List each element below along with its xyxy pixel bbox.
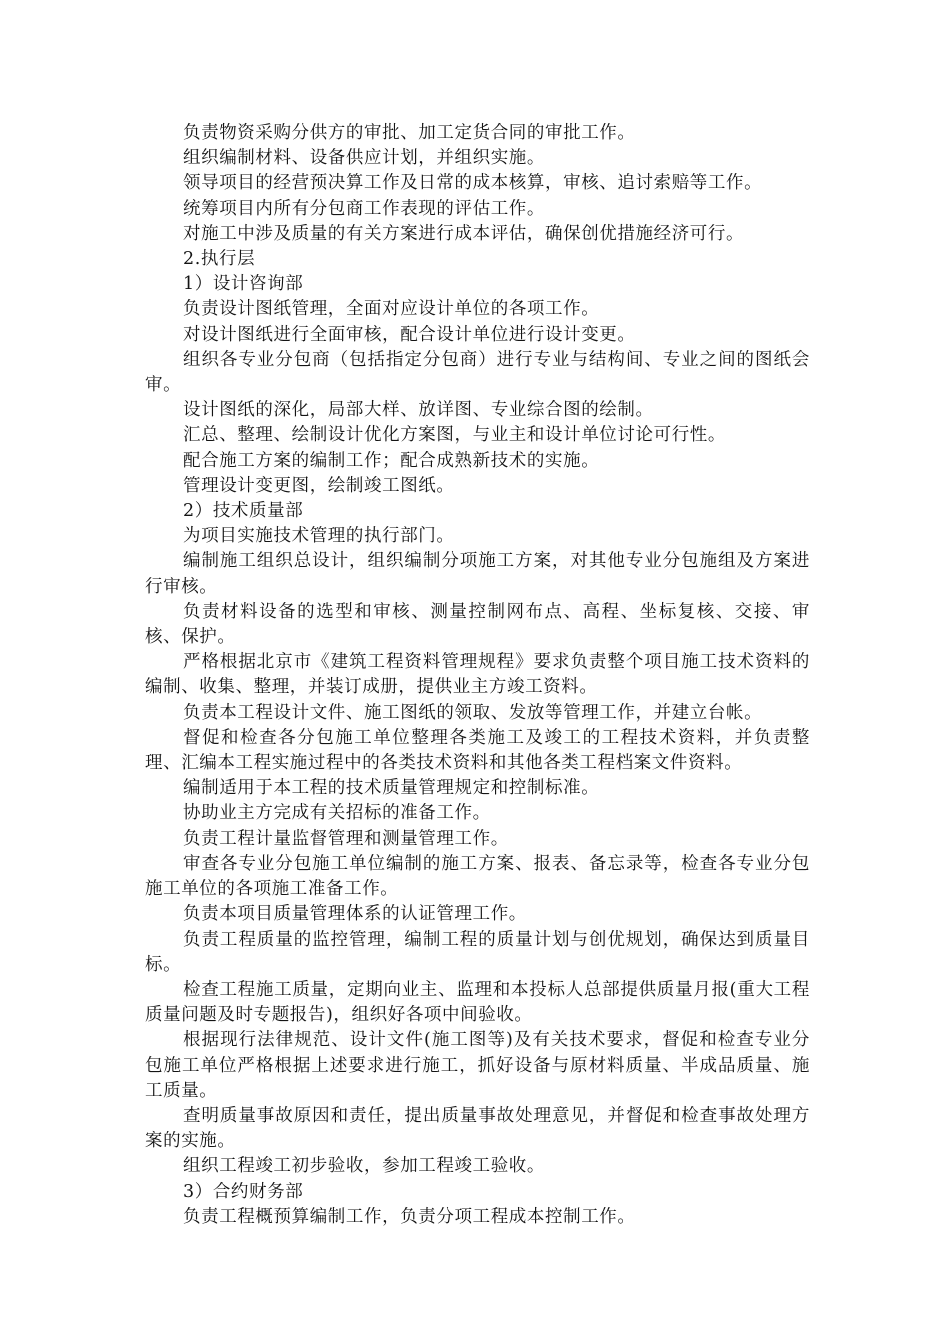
subsection-heading: 2）技术质量部 xyxy=(183,501,304,522)
paragraph: 管理设计变更图，绘制竣工图纸。 xyxy=(183,475,455,496)
paragraph: 组织各专业分包商（包括指定分包商）进行专业与结构间、专业之间的图纸会审。 xyxy=(145,349,810,396)
paragraph: 统筹项目内所有分包商工作表现的评估工作。 xyxy=(183,198,545,219)
paragraph: 负责物资采购分供方的审批、加工定货合同的审批工作。 xyxy=(183,123,636,143)
paragraph: 根据现行法律规范、设计文件(施工图等)及有关技术要求，督促和检查专业分包施工单位严格根据上述要求进行施工，抓好设备与原材料质量、半成品质量、施工质量。 xyxy=(145,1030,810,1101)
paragraph: 组织工程竣工初步验收，参加工程竣工验收。 xyxy=(183,1156,545,1177)
paragraph: 设计图纸的深化，局部大样、放详图、专业综合图的绘制。 xyxy=(183,400,654,421)
paragraph: 负责本工程设计文件、施工图纸的领取、发放等管理工作，并建立台帐。 xyxy=(183,702,763,723)
paragraph: 严格根据北京市《建筑工程资料管理规程》要求负责整个项目施工技术资料的编制、收集、整理，并装订成册，提供业主方竣工资料。 xyxy=(145,652,810,698)
section-heading: 2.执行层 xyxy=(183,249,256,270)
paragraph: 编制施工组织总设计，组织编制分项施工方案，对其他专业分包施组及方案进行审核。 xyxy=(145,551,810,597)
paragraph: 领导项目的经营预决算工作及日常的成本核算，审核、追讨索赔等工作。 xyxy=(183,173,763,194)
paragraph: 负责工程概预算编制工作，负责分项工程成本控制工作。 xyxy=(183,1206,636,1227)
paragraph: 为项目实施技术管理的执行部门。 xyxy=(183,526,455,547)
paragraph: 督促和检查各分包施工单位整理各类施工及竣工的工程技术资料，并负责整理、汇编本工程实施过程中的各类技术资料和其他各类工程档案文件资料。 xyxy=(145,727,810,774)
paragraph: 组织编制材料、设备供应计划，并组织实施。 xyxy=(183,148,545,169)
subsection-heading: 1）设计咨询部 xyxy=(183,274,304,295)
paragraph: 负责材料设备的选型和审核、测量控制网布点、高程、坐标复核、交接、审核、保护。 xyxy=(145,601,810,648)
paragraph: 配合施工方案的编制工作；配合成熟新技术的实施。 xyxy=(183,450,600,471)
paragraph: 检查工程施工质量，定期向业主、监理和本投标人总部提供质量月报(重大工程质量问题及时专题报告)，组织好各项中间验收。 xyxy=(145,979,810,1026)
paragraph: 汇总、整理、绘制设计优化方案图，与业主和设计单位讨论可行性。 xyxy=(183,425,726,446)
paragraph: 查明质量事故原因和责任，提出质量事故处理意见，并督促和检查事故处理方案的实施。 xyxy=(145,1105,810,1152)
paragraph: 负责本项目质量管理体系的认证管理工作。 xyxy=(183,904,527,925)
paragraph: 协助业主方完成有关招标的准备工作。 xyxy=(183,803,491,824)
paragraph: 负责工程计量监督管理和测量管理工作。 xyxy=(183,828,509,849)
subsection-heading: 3）合约财务部 xyxy=(183,1181,304,1202)
paragraph: 负责工程质量的监控管理，编制工程的质量计划与创优规划，确保达到质量目标。 xyxy=(145,929,810,975)
paragraph: 对设计图纸进行全面审核，配合设计单位进行设计变更。 xyxy=(183,324,636,345)
paragraph: 负责设计图纸管理，全面对应设计单位的各项工作。 xyxy=(183,299,600,320)
paragraph: 对施工中涉及质量的有关方案进行成本评估，确保创优措施经济可行。 xyxy=(183,223,745,244)
document-body xyxy=(145,121,810,1230)
paragraph: 编制适用于本工程的技术质量管理规定和控制标准。 xyxy=(183,778,600,799)
paragraph: 审查各专业分包施工单位编制的施工方案、报表、备忘录等，检查各专业分包施工单位的各项施工准备工作。 xyxy=(145,853,810,900)
